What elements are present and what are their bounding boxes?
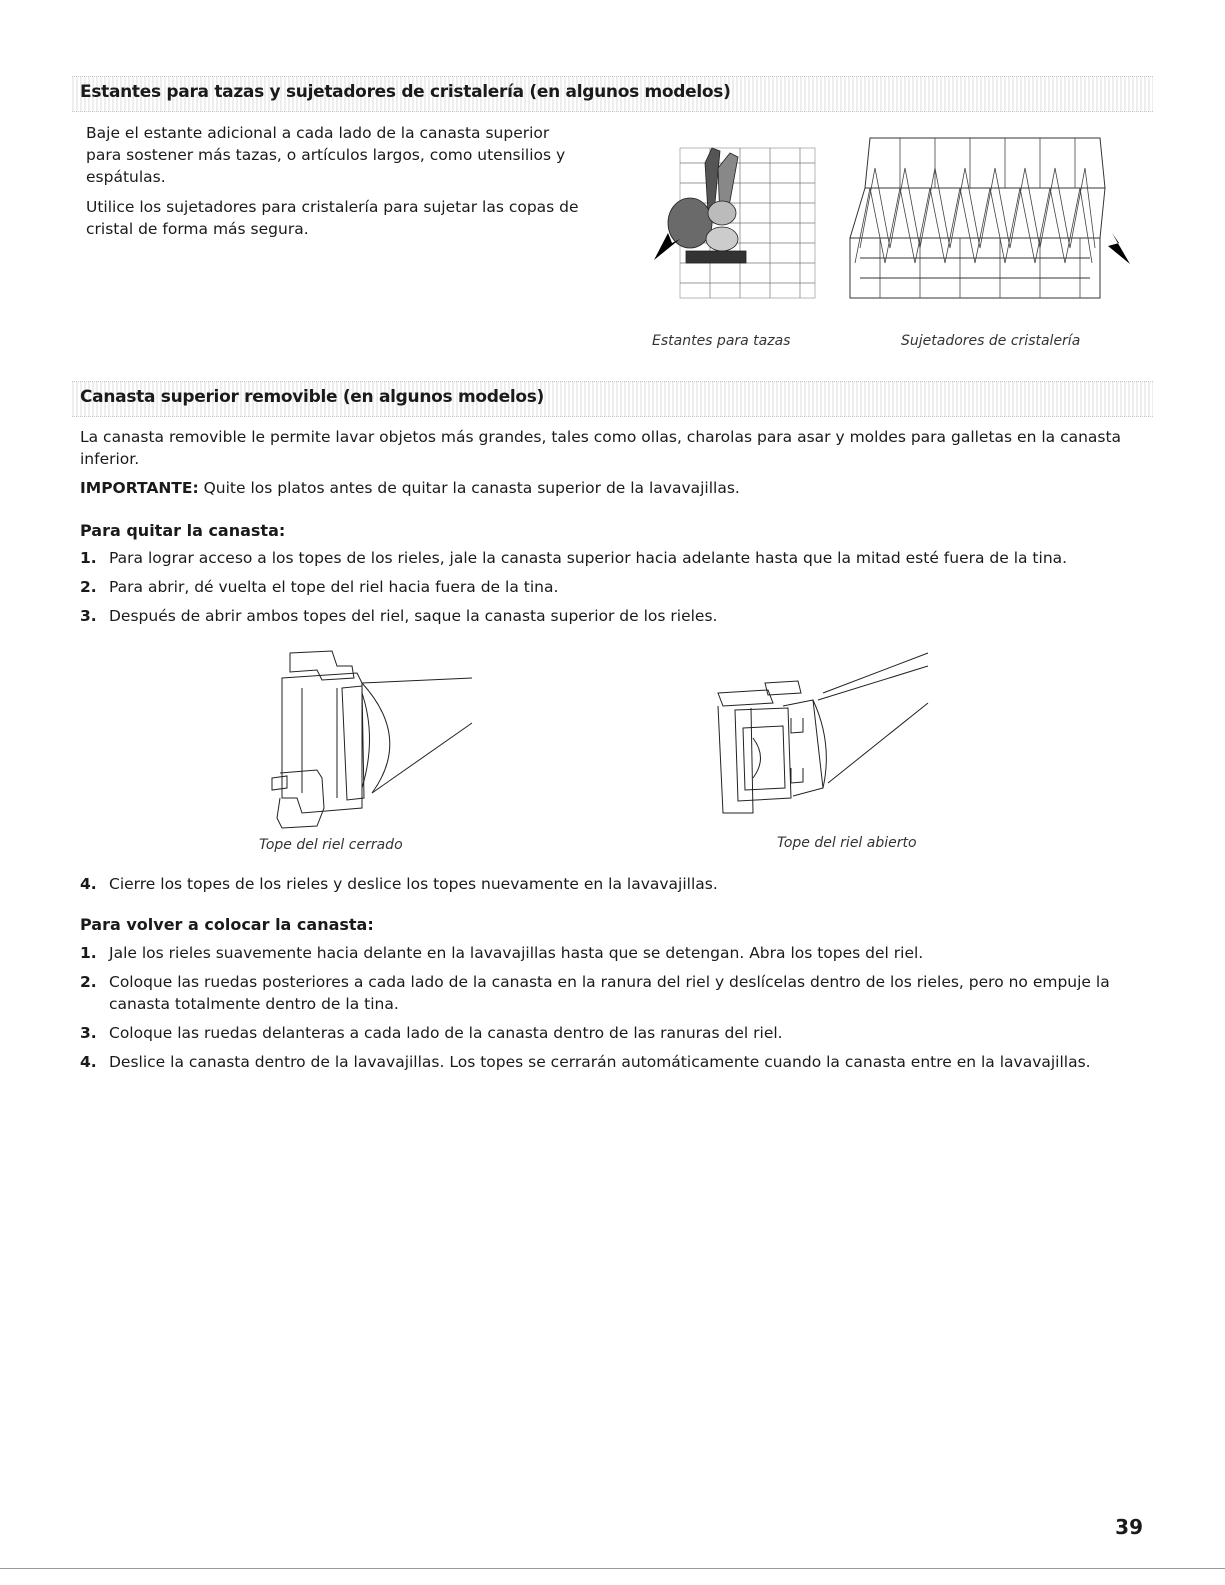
- rail-stop-closed-illustration: [262, 648, 482, 833]
- section-header-cup-shelves: [72, 76, 1153, 112]
- list-item: 3. Después de abrir ambos topes del riel, saque la canasta superior de los rieles.: [80, 607, 718, 625]
- important-note: [80, 477, 1140, 499]
- replace-steps-list: [80, 942, 1150, 1080]
- important-text: Quite los platos antes de quitar la canasta superior de la lavavajillas.: [198, 479, 740, 497]
- list-item: 1. Para lograr acceso a los topes de los rieles, jale la canasta superior hacia adelante hasta que la mitad esté fuera de la tina.: [80, 549, 1068, 567]
- caption-rail-stop-closed: Tope del riel cerrado: [259, 837, 403, 853]
- glassware-holder-illustration: [840, 128, 1130, 308]
- rail-stop-open-illustration: [713, 648, 933, 818]
- page-number: 39: [1115, 1515, 1143, 1539]
- list-item: 4. Cierre los topes de los rieles y deslice los topes nuevamente en la lavavajillas.: [80, 875, 718, 893]
- list-item: 1. Jale los rieles suavemente hacia delante en la lavavajillas hasta que se detengan. Abra los topes del riel.: [80, 944, 924, 962]
- section-title: Canasta superior removible (en algunos modelos): [80, 387, 545, 407]
- list-item: 4. Deslice la canasta dentro de la lavavajillas. Los topes se cerrarán automáticamente cuando la canasta entre en la lavavajillas.: [80, 1053, 1091, 1071]
- bottom-rule: [0, 1568, 1225, 1569]
- caption-glassware-holders: Sujetadores de cristalería: [901, 333, 1081, 349]
- cup-shelf-illustration: [650, 143, 825, 308]
- list-item: 2. Para abrir, dé vuelta el tope del riel hacia fuera de la tina.: [80, 578, 559, 596]
- caption-cup-shelves: Estantes para tazas: [652, 333, 791, 349]
- remove-steps-list: [80, 547, 1150, 634]
- cup-shelf-paragraph: Baje el estante adicional a cada lado de la canasta superior para sostener más tazas, o artículos largos, como utensilios y espátulas.: [86, 124, 566, 186]
- section-title: Estantes para tazas y sujetadores de cristalería (en algunos modelos): [80, 82, 731, 102]
- remove-basket-heading: Para quitar la canasta:: [80, 521, 286, 540]
- remove-step-4: [80, 873, 1150, 902]
- important-label: IMPORTANTE:: [80, 479, 199, 497]
- glass-holder-paragraph: Utilice los sujetadores para cristalería para sujetar las copas de cristal de forma más segura.: [86, 198, 579, 238]
- section-header-removable-basket: [72, 381, 1153, 417]
- list-item: 2. Coloque las ruedas posteriores a cada lado de la canasta en la ranura del riel y deslícelas dentro de los rieles, pero no empuje la canasta totalmente dentro de la tina.: [80, 973, 1110, 1013]
- replace-basket-heading: Para volver a colocar la canasta:: [80, 915, 374, 934]
- removable-basket-intro: La canasta removible le permite lavar objetos más grandes, tales como ollas, charolas para asar y moldes para galletas en la canasta inferior.: [80, 428, 1122, 468]
- list-item: 3. Coloque las ruedas delanteras a cada lado de la canasta dentro de las ranuras del riel.: [80, 1024, 783, 1042]
- arrow-icon: [1108, 233, 1130, 264]
- caption-rail-stop-open: Tope del riel abierto: [777, 835, 917, 851]
